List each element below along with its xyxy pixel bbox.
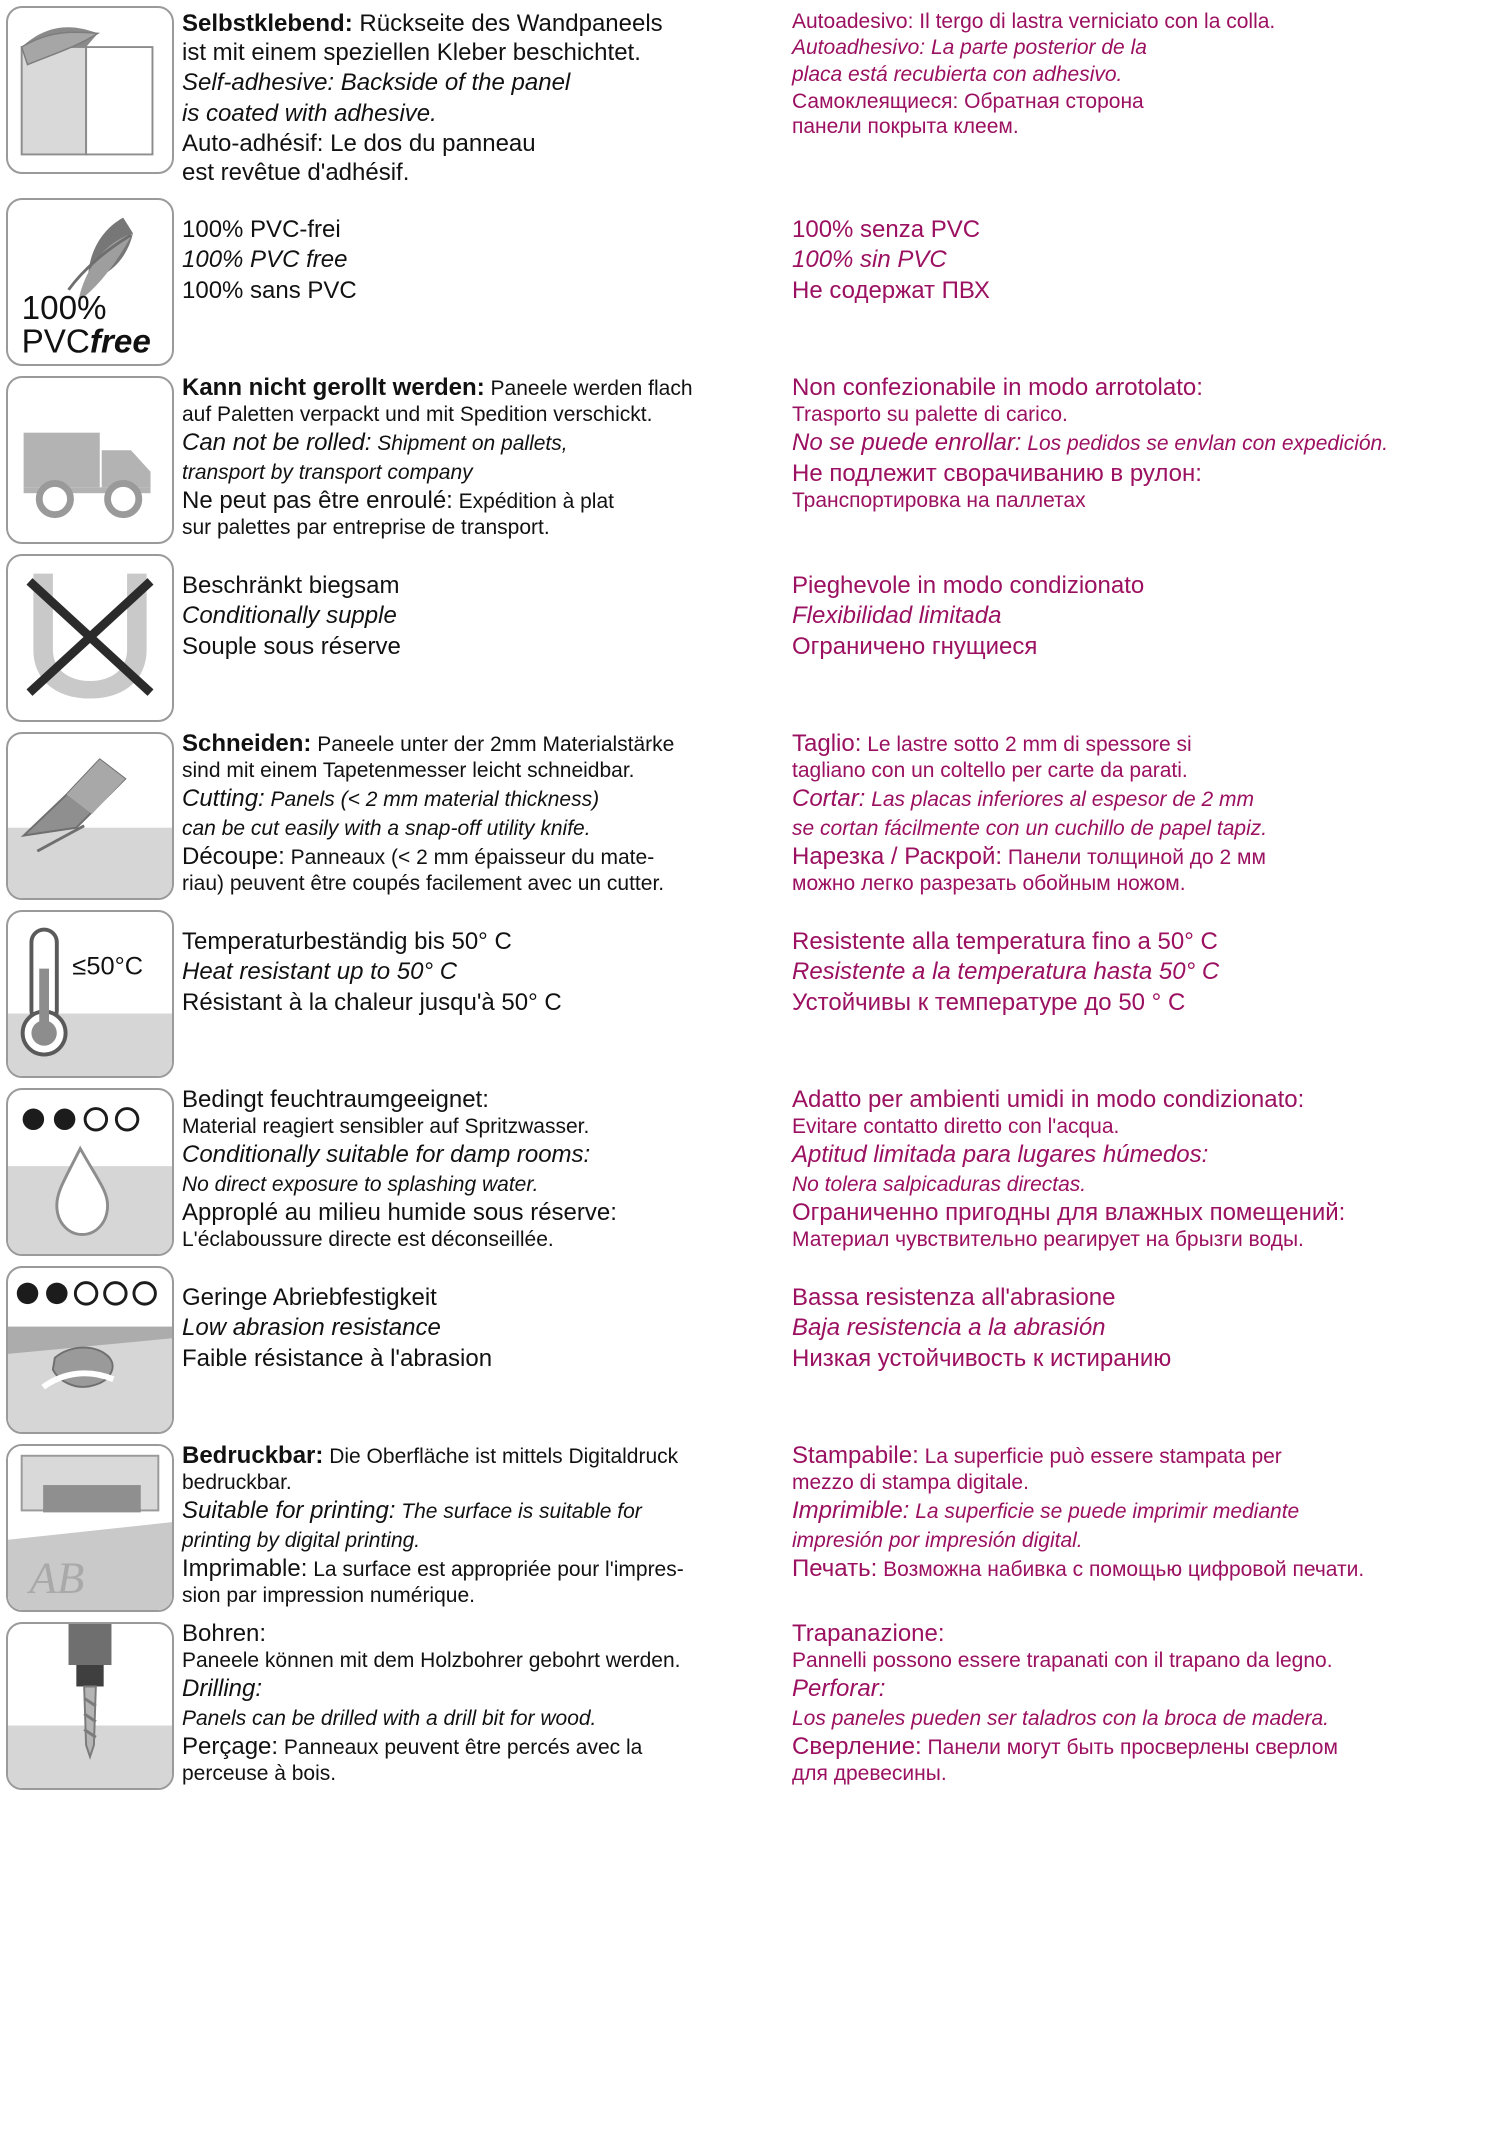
line: sur palettes par entreprise de transport. [182,516,550,540]
svg-text:AB: AB [29,1552,85,1603]
line: Panels can be drilled with a drill bit for wood. [182,1706,597,1730]
self-adhesive-icon [6,6,174,174]
line: impresión por impresión digital. [792,1528,1083,1552]
line: Evitare contatto diretto con l'acqua. [792,1115,1120,1139]
line: Resistente a la temperatura hasta 50° C [792,958,1220,986]
line: transport by transport company [182,460,473,484]
text-left [182,906,792,1017]
text-right [792,1618,1492,1787]
property-row [0,550,1500,722]
line: Self-adhesive: Backside of the panel [182,69,571,96]
property-row [0,1440,1500,1612]
line: Suitable for printing: The surface is suitable for [182,1497,642,1525]
line: perceuse à bois. [182,1762,337,1786]
property-row [0,906,1500,1078]
text-left [182,1440,792,1609]
line: Pieghevole in modo condizionato [792,572,1145,600]
property-row [0,1262,1500,1434]
line: Устойчивы к температуре до 50 ° C [792,988,1186,1016]
line: Bedingt feuchtraumgeeignet: [182,1086,489,1114]
icon-cell [6,194,182,366]
line: is coated with adhesive. [182,100,437,128]
line: Pannelli possono essere trapanati con il trapano da legno. [792,1649,1333,1673]
line: 100% sin PVC [792,246,947,274]
svg-text:PVCfree: PVCfree [21,323,151,361]
line: Conditionally suitable for damp rooms: [182,1141,591,1169]
line: Taglio: Le lastre sotto 2 mm di spessore si [792,730,1192,758]
line: Сверление: Панели могут быть просверлены сверлом [792,1733,1338,1761]
line: Paneele können mit dem Holzbohrer gebohrt werden. [182,1649,681,1673]
line: Découpe: Panneaux (< 2 mm épaisseur du mate- [182,843,655,871]
line: printing by digital printing. [182,1528,421,1552]
icon-cell [6,1262,182,1434]
line: est revêtue d'adhésif. [182,159,410,187]
text-right [792,906,1492,1017]
line: 100% sans PVC [182,276,357,304]
icon-cell [6,1084,182,1256]
text-left [182,1618,792,1787]
line: sion par impression numérique. [182,1584,475,1608]
damp-room-droplet-icon [6,1088,174,1256]
line: Imprimable: La surface est appropriée pour l'impres- [182,1555,684,1583]
line: Low abrasion resistance [182,1314,441,1342]
text-right [792,1084,1492,1253]
line: can be cut easily with a snap-off utility knife. [182,816,591,840]
line: Печать: Возможна набивка с помощью цифровой печати. [792,1555,1365,1583]
line: 100% PVC free [182,246,348,274]
line: Ограниченно пригодны для влажных помещений: [792,1199,1346,1227]
line: Conditionally supple [182,602,397,630]
text-left [182,1084,792,1253]
line: auf Paletten verpackt und mit Spedition verschickt. [182,403,653,427]
line: se cortan fácilmente con un cuchillo de papel tapiz. [792,816,1268,840]
line: Beschränkt biegsam [182,572,400,600]
low-abrasion-icon [6,1266,174,1434]
line: tagliano con un coltello per carte da parati. [792,759,1188,783]
cutting-knife-icon [6,732,174,900]
svg-text:100%: 100% [21,290,107,328]
line: Material reagiert sensibler auf Spritzwasser. [182,1115,590,1139]
line: Selbstklebend: Rückseite des Wandpaneels [182,10,663,37]
text-left [182,2,792,188]
text-left [182,1262,792,1373]
line: Материал чувствительно реагирует на брызги воды. [792,1228,1304,1252]
icon-cell [6,1440,182,1612]
line: Stampabile: La superficie può essere stampata per [792,1442,1282,1470]
line: Trapanazione: [792,1620,945,1648]
line: Bassa resistenza all'abrasione [792,1284,1116,1312]
line: sind mit einem Tapetenmesser leicht schneidbar. [182,759,635,783]
line: No direct exposure to splashing water. [182,1172,539,1196]
line: Не содержат ПВХ [792,276,990,304]
text-right [792,728,1492,897]
line: Ne peut pas être enroulé: Expédition à plat [182,487,614,515]
line: Aptitud limitada para lugares húmedos: [792,1141,1209,1169]
line: Kann nicht gerollt werden: Paneele werden flach [182,374,693,402]
property-row [0,1084,1500,1256]
line: панели покрыта клеем. [792,114,1019,138]
pvc-free-icon [6,198,174,366]
line: Auto-adhésif: Le dos du panneau [182,130,536,158]
line: Транспортировка на паллетах [792,488,1086,512]
icon-cell [6,906,182,1078]
line: Низкая устойчивость к истиранию [792,1344,1172,1372]
line: Autoadhesivo: La parte posterior de la [792,36,1147,59]
line: Approplé au milieu humide sous réserve: [182,1199,617,1227]
line: Schneiden: Paneele unter der 2mm Materialstärke [182,730,675,758]
line: 100% PVC-frei [182,216,341,244]
text-right [792,372,1492,513]
text-right [792,2,1492,140]
line: Bohren: [182,1620,267,1648]
text-right [792,550,1492,661]
line: Adatto per ambienti umidi in modo condizionato: [792,1086,1305,1114]
line: placa está recubierta con adhesivo. [792,63,1123,87]
icon-cell [6,2,182,174]
icon-cell [6,372,182,544]
line: Los paneles pueden ser taladros con la broca de madera. [792,1706,1330,1730]
line: bedruckbar. [182,1471,292,1495]
text-left [182,194,792,305]
line: Résistant à la chaleur jusqu'à 50° C [182,988,562,1016]
conditionally-supple-icon [6,554,174,722]
line: Perforar: [792,1675,886,1703]
line: Autoadesivo: Il tergo di lastra verniciato con la colla. [792,10,1276,33]
line: Flexibilidad limitada [792,602,1002,630]
line: Нарезка / Раскрой: Панели толщиной до 2 мм [792,843,1266,871]
heat-resistant-thermometer-icon [6,910,174,1078]
line: Trasporto su palette di carico. [792,403,1068,427]
line: Bedruckbar: Die Oberfläche ist mittels Digitaldruck [182,1442,679,1470]
property-row [0,728,1500,900]
line: No se puede enrollar: Los pedidos se envlan con expedición. [792,429,1389,457]
line: Ограничено гнущиеся [792,632,1038,660]
property-row [0,372,1500,544]
line: No tolera salpicaduras directas. [792,1172,1087,1196]
line: riau) peuvent être coupés facilement avec un cutter. [182,872,665,896]
line: L'éclaboussure directe est déconseillée. [182,1228,554,1252]
line: Самоклеящиеся: Обратная сторона [792,89,1144,113]
property-row [0,194,1500,366]
line: Heat resistant up to 50° C [182,958,458,986]
property-row [0,0,1500,188]
line: Perçage: Panneaux peuvent être percés avec la [182,1733,643,1761]
line: Baja resistencia a la abrasión [792,1314,1106,1342]
no-roll-truck-icon [6,376,174,544]
line: Souple sous réserve [182,632,401,660]
line: Imprimible: La superficie se puede imprimir mediante [792,1497,1300,1525]
printable-icon [6,1444,174,1612]
line: Can not be rolled: Shipment on pallets, [182,429,568,457]
text-right [792,1262,1492,1373]
line: Faible résistance à l'abrasion [182,1344,493,1372]
text-left [182,372,792,541]
line: ist mit einem speziellen Kleber beschichtet. [182,39,641,66]
line: mezzo di stampa digitale. [792,1471,1029,1495]
line: Geringe Abriebfestigkeit [182,1284,437,1312]
text-left [182,728,792,897]
icon-cell [6,728,182,900]
icon-cell [6,1618,182,1790]
line: для древесины. [792,1762,947,1786]
line: Temperaturbeständig bis 50° C [182,928,512,956]
line: Non confezionabile in modo arrotolato: [792,374,1203,402]
text-right [792,1440,1492,1584]
text-left [182,550,792,661]
icon-cell [6,550,182,722]
line: можно легко разрезать обойным ножом. [792,872,1186,896]
line: Resistente alla temperatura fino a 50° C [792,928,1218,956]
line: 100% senza PVC [792,216,981,244]
line: Cortar: Las placas inferiores al espesor de 2 mm [792,785,1255,813]
line: Не подлежит сворачиванию в рулон: [792,459,1202,487]
svg-text:≤50°C: ≤50°C [72,952,144,981]
text-right [792,194,1492,305]
property-row [0,1618,1500,1790]
line: Cutting: Panels (< 2 mm material thickness) [182,785,600,813]
line: Drilling: [182,1675,263,1703]
drilling-icon [6,1622,174,1790]
